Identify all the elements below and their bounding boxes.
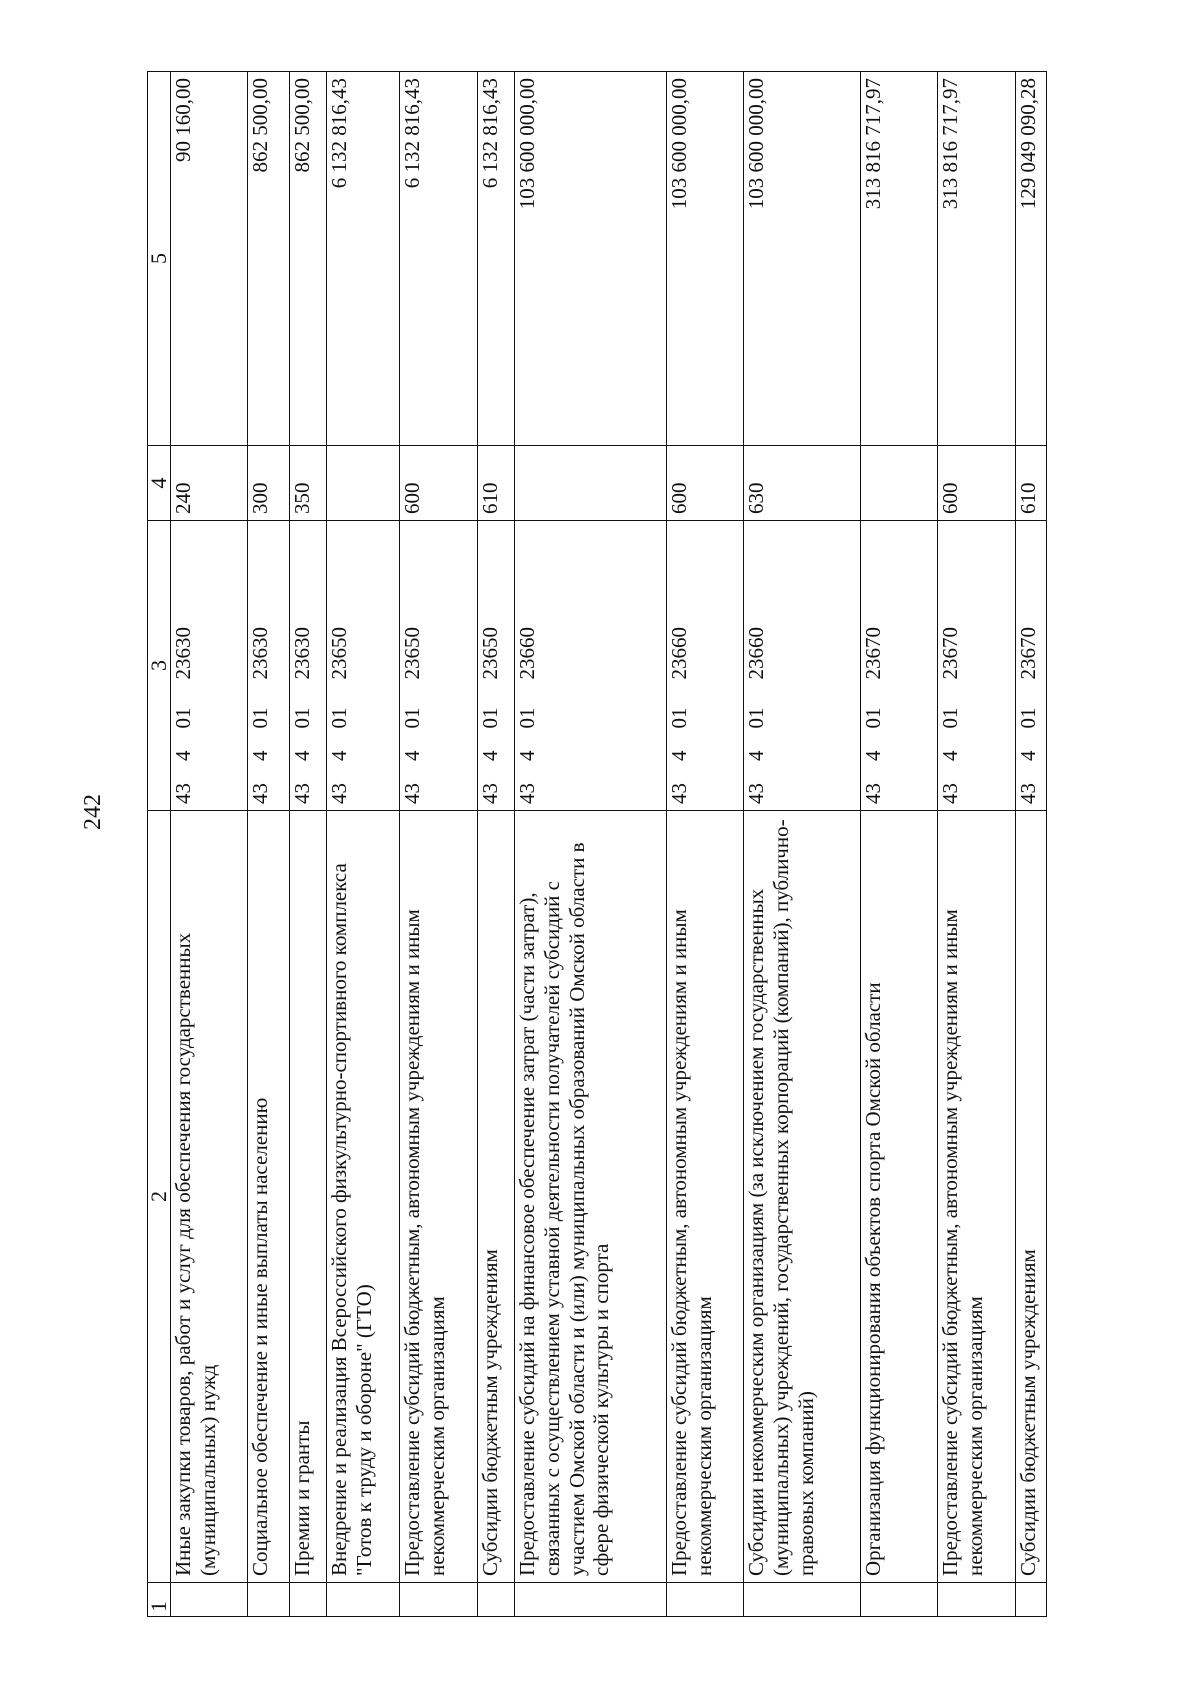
cell-col-1: [400, 1583, 477, 1617]
cell-description: Субсидии некоммерческим организациям (за исключением государственных (муниципальных) учреждений, государственных корпораций (компаний), публично-правовых компаний): [744, 811, 861, 1583]
code-part-1: 43: [938, 783, 963, 804]
header-col-2: 2: [148, 811, 171, 1583]
code-part-3: 01: [744, 707, 769, 729]
cell-expense-type: 630: [744, 446, 861, 521]
code-part-1: 43: [1015, 783, 1040, 804]
code-part-1: 43: [248, 783, 273, 804]
cell-amount: 6 132 816,43: [477, 72, 515, 446]
cell-col-1: [938, 1583, 1015, 1617]
code-part-4: 23660: [515, 627, 540, 680]
table-row: [861, 72, 938, 1617]
code-part-4: 23670: [1015, 627, 1040, 680]
code-part-3: 01: [861, 707, 886, 729]
cell-amount: 6 132 816,43: [327, 72, 400, 446]
code-part-1: 43: [400, 783, 425, 804]
code-part-4: 23660: [744, 627, 769, 680]
cell-expense-type: [515, 446, 667, 521]
header-col-3: 3: [148, 521, 171, 811]
cell-description: Предоставление субсидий бюджетным, автономным учреждениям и иным некоммерческим организациям: [667, 811, 744, 1583]
code-part-4: 23650: [477, 627, 502, 680]
cell-description: Субсидии бюджетным учреждениям: [477, 811, 515, 1583]
cell-expense-type: 600: [400, 446, 477, 521]
cell-expense-type: 240: [171, 446, 248, 521]
cell-description: Иные закупки товаров, работ и услуг для обеспечения государственных (муниципальных) нужд: [171, 811, 248, 1583]
cell-col-1: [327, 1583, 400, 1617]
cell-description: Предоставление субсидий бюджетным, автономным учреждениям и иным некоммерческим организациям: [400, 811, 477, 1583]
cell-description: Социальное обеспечение и иные выплаты населению: [248, 811, 290, 1583]
code-part-3: 01: [289, 707, 314, 729]
cell-amount: 103 600 000,00: [667, 72, 744, 446]
rotated-table-container: [147, 72, 1047, 1617]
table-row: [289, 72, 327, 1617]
code-part-1: 43: [515, 783, 540, 804]
table-row: [248, 72, 290, 1617]
table-row: [477, 72, 515, 1617]
code-part-1: 43: [171, 783, 195, 804]
code-part-4: 23650: [327, 627, 352, 680]
cell-code: [1015, 521, 1046, 811]
code-part-4: 23670: [938, 627, 963, 680]
table-row: [515, 72, 667, 1617]
header-col-4: 4: [148, 446, 171, 521]
code-part-1: 43: [327, 783, 352, 804]
cell-col-1: [1015, 1583, 1046, 1617]
code-part-3: 01: [171, 707, 195, 729]
cell-description: Организация функционирования объектов спорта Омской области: [861, 811, 938, 1583]
code-part-3: 01: [327, 707, 352, 729]
cell-description: Предоставление субсидий бюджетным, автономным учреждениям и иным некоммерческим организациям: [938, 811, 1015, 1583]
code-part-3: 01: [248, 707, 273, 729]
code-part-3: 01: [400, 707, 425, 729]
cell-code: [289, 521, 327, 811]
code-part-2: 4: [667, 750, 692, 761]
code-part-1: 43: [667, 783, 692, 804]
code-part-2: 4: [248, 750, 273, 761]
cell-amount: 103 600 000,00: [515, 72, 667, 446]
cell-code: [327, 521, 400, 811]
cell-col-1: [861, 1583, 938, 1617]
cell-amount: 90 160,00: [171, 72, 248, 446]
cell-code: [861, 521, 938, 811]
code-part-3: 01: [477, 707, 502, 729]
code-part-2: 4: [400, 750, 425, 761]
cell-amount: 313 816 717,97: [938, 72, 1015, 446]
code-part-2: 4: [861, 750, 886, 761]
code-part-3: 01: [938, 707, 963, 729]
code-part-3: 01: [1015, 707, 1040, 729]
cell-code: [938, 521, 1015, 811]
cell-expense-type: 610: [477, 446, 515, 521]
header-col-5: 5: [148, 72, 171, 446]
cell-col-1: [744, 1583, 861, 1617]
cell-code: [171, 521, 248, 811]
table-row: [667, 72, 744, 1617]
cell-col-1: [248, 1583, 290, 1617]
cell-expense-type: 300: [248, 446, 290, 521]
code-part-4: 23660: [667, 627, 692, 680]
code-part-3: 01: [667, 707, 692, 729]
page-number: 242: [80, 794, 106, 830]
cell-amount: 862 500,00: [248, 72, 290, 446]
table-row: [938, 72, 1015, 1617]
table-row: [1015, 72, 1046, 1617]
code-part-2: 4: [171, 750, 195, 761]
code-part-2: 4: [938, 750, 963, 761]
table-row: [744, 72, 861, 1617]
cell-col-1: [667, 1583, 744, 1617]
cell-code: [744, 521, 861, 811]
cell-col-1: [289, 1583, 327, 1617]
code-part-4: 23630: [248, 627, 273, 680]
cell-expense-type: [327, 446, 400, 521]
code-part-1: 43: [744, 783, 769, 804]
cell-amount: 103 600 000,00: [744, 72, 861, 446]
cell-col-1: [515, 1583, 667, 1617]
table-row: [400, 72, 477, 1617]
code-part-4: 23650: [400, 627, 425, 680]
budget-table: [147, 71, 1047, 1617]
cell-description: Субсидии бюджетным учреждениям: [1015, 811, 1046, 1583]
cell-amount: 6 132 816,43: [400, 72, 477, 446]
cell-amount: 862 500,00: [289, 72, 327, 446]
header-row: [148, 72, 171, 1617]
code-part-2: 4: [1015, 750, 1040, 761]
code-part-4: 23670: [861, 627, 886, 680]
code-part-2: 4: [477, 750, 502, 761]
cell-expense-type: 350: [289, 446, 327, 521]
cell-col-1: [477, 1583, 515, 1617]
table-row: [327, 72, 400, 1617]
code-part-2: 4: [744, 750, 769, 761]
code-part-1: 43: [477, 783, 502, 804]
code-part-4: 23630: [289, 627, 314, 680]
code-part-1: 43: [861, 783, 886, 804]
cell-code: [477, 521, 515, 811]
cell-expense-type: 600: [667, 446, 744, 521]
cell-description: Премии и гранты: [289, 811, 327, 1583]
cell-amount: 129 049 090,28: [1015, 72, 1046, 446]
cell-description: Предоставление субсидий на финансовое обеспечение затрат (части затрат), связанных с осуществлением уставной деятельности получателей субсидий с участием Омской области и (или) муниципальных образований Омской области в сфере физической культуры и спорта: [515, 811, 667, 1583]
cell-expense-type: 610: [1015, 446, 1046, 521]
cell-code: [667, 521, 744, 811]
cell-amount: 313 816 717,97: [861, 72, 938, 446]
code-part-2: 4: [515, 750, 540, 761]
cell-col-1: [171, 1583, 248, 1617]
table-row: [171, 72, 248, 1617]
code-part-2: 4: [327, 750, 352, 761]
header-col-1: 1: [148, 1583, 171, 1617]
cell-code: [400, 521, 477, 811]
code-part-4: 23630: [171, 627, 195, 680]
cell-expense-type: [861, 446, 938, 521]
cell-code: [515, 521, 667, 811]
code-part-2: 4: [289, 750, 314, 761]
cell-code: [248, 521, 290, 811]
cell-description: Внедрение и реализация Всероссийского физкультурно-спортивного комплекса "Готов к труду и обороне" (ГТО): [327, 811, 400, 1583]
code-part-1: 43: [289, 783, 314, 804]
code-part-3: 01: [515, 707, 540, 729]
cell-expense-type: 600: [938, 446, 1015, 521]
